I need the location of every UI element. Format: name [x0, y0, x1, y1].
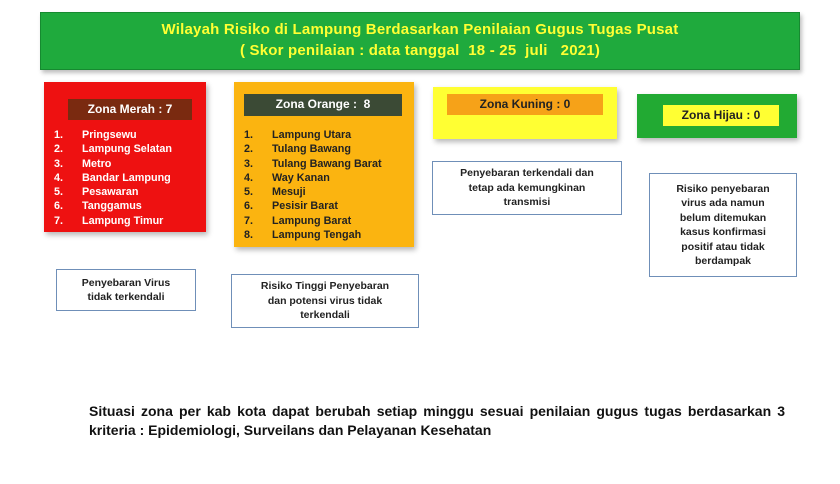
zone-yellow-title: Zona Kuning : 0 — [447, 94, 603, 115]
zone-green-card — [637, 94, 797, 138]
header-title: Wilayah Risiko di Lampung Berdasarkan Penilaian Gugus Tugas Pusat — [161, 21, 679, 38]
region-number: 2. — [54, 143, 64, 156]
region-number: 4. — [244, 171, 254, 184]
region-number: 2. — [244, 143, 254, 156]
region-number: 6. — [54, 200, 64, 213]
region-list-item — [244, 214, 382, 228]
region-name: Pesawaran — [82, 186, 139, 199]
region-name: Tulang Bawang — [272, 143, 351, 156]
region-name: Tulang Bawang Barat — [272, 157, 382, 170]
zone-red-description — [56, 269, 196, 311]
region-list-item — [244, 157, 382, 171]
region-name: Lampung Tengah — [272, 229, 362, 242]
region-list-item — [54, 185, 172, 199]
zone-red-title: Zona Merah : 7 — [68, 99, 192, 120]
region-number: 5. — [54, 186, 64, 199]
region-name: Lampung Selatan — [82, 143, 172, 156]
region-list-item — [244, 128, 382, 142]
region-name: Lampung Barat — [272, 214, 352, 227]
region-list-item — [54, 157, 172, 171]
zone-yellow-description-text: Penyebaran terkendali dan tetap ada kemungkinan transmisi — [460, 167, 594, 209]
region-list-item — [54, 214, 172, 228]
region-number: 4. — [54, 171, 64, 184]
region-list-item — [244, 228, 382, 242]
region-list-item — [54, 142, 172, 156]
zone-yellow-card — [433, 87, 617, 139]
region-list-item — [54, 199, 172, 213]
region-number: 7. — [54, 214, 64, 227]
region-list-item — [54, 171, 172, 185]
footer-note: Situasi zona per kab kota dapat berubah setiap minggu sesuai penilaian gugus tugas berdasarkan 3 kriteria : Epidemiologi, Surveilans dan Pelayanan Kesehatan — [89, 403, 785, 438]
region-name: Lampung Utara — [272, 129, 352, 141]
zone-orange-description — [231, 274, 419, 328]
zone-red-description-text: Penyebaran Virus tidak terkendali — [81, 276, 171, 303]
zone-green-title: Zona Hijau : 0 — [663, 105, 779, 126]
zone-green-description — [649, 173, 797, 277]
region-name: Tanggamus — [82, 200, 142, 213]
header-subtitle: ( Skor penilaian : data tanggal 18 - 25 juli 2021) — [239, 42, 601, 59]
region-list-item — [244, 142, 382, 156]
region-name: Lampung Timur — [82, 214, 164, 227]
region-number: 7. — [244, 214, 254, 227]
zone-red-card — [44, 82, 206, 232]
region-name: Metro — [82, 157, 112, 170]
zone-red-region-list — [54, 128, 172, 228]
region-number: 1. — [244, 129, 254, 141]
zone-orange-card — [234, 82, 414, 247]
region-list-item — [54, 128, 172, 142]
zone-orange-description-text: Risiko Tinggi Penyebaran dan potensi virus tidak terkendali — [260, 280, 390, 322]
region-number: 1. — [54, 129, 64, 141]
region-name: Pesisir Barat — [272, 200, 339, 213]
region-name: Bandar Lampung — [82, 171, 171, 184]
region-list-item — [244, 199, 382, 213]
header-banner — [40, 12, 800, 70]
region-number: 3. — [54, 157, 64, 170]
region-name: Pringsewu — [82, 129, 137, 141]
region-name: Way Kanan — [272, 171, 330, 184]
zone-orange-title: Zona Orange : 8 — [244, 94, 402, 116]
region-list-item — [244, 171, 382, 185]
zone-orange-region-list — [244, 128, 382, 242]
region-number: 8. — [244, 229, 254, 242]
region-number: 3. — [244, 157, 254, 170]
region-number: 6. — [244, 200, 254, 213]
region-list-item — [244, 185, 382, 199]
region-name: Mesuji — [272, 186, 306, 199]
zone-yellow-description — [432, 161, 622, 215]
zone-green-description-text: Risiko penyebaran virus ada namun belum ditemukan kasus konfirmasi positif atau tidak berdampak — [676, 182, 770, 267]
region-number: 5. — [244, 186, 254, 199]
